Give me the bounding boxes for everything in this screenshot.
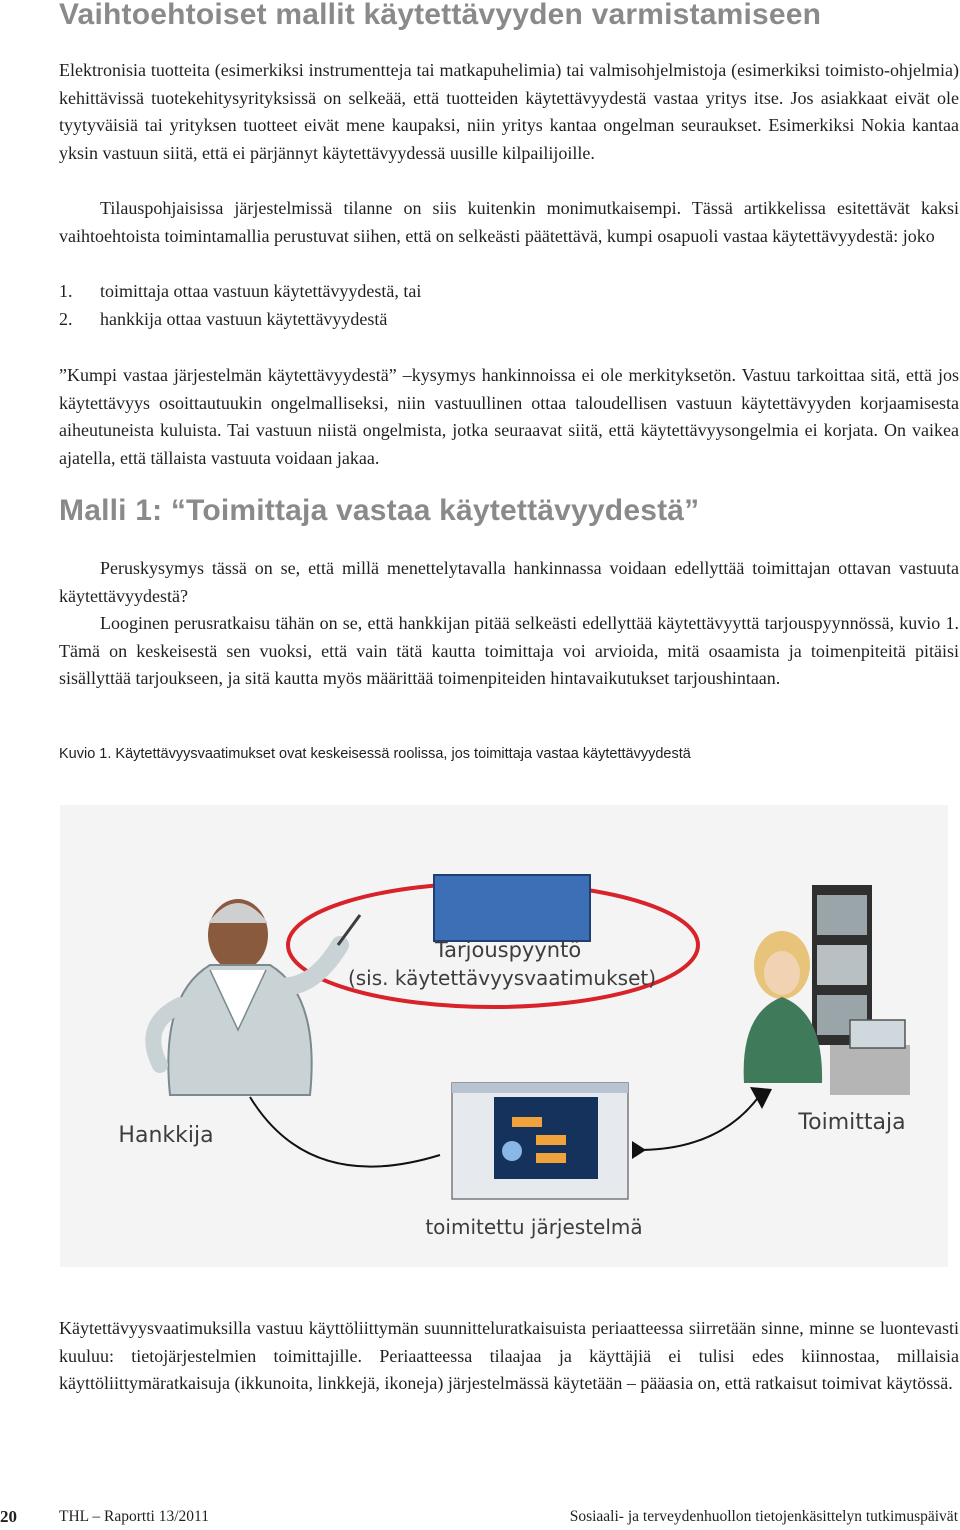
delivered-system-icon xyxy=(452,1083,628,1199)
paragraph-contracts: Tilauspohjaisissa järjestelmissä tilanne on siis kuitenkin monimutkaisempi. Tässä artikkelissa esitettävät kaksi vaihtoehtoista toimintamallia perustuvat siihen, että on selkeästi päätettävä, kumpi osapuoli vastaa käytettävyydestä: joko xyxy=(59,198,959,246)
list-text: toimittaja ottaa vastuun käytettävyydestä, tai xyxy=(100,281,422,301)
arrow-system-to-buyer xyxy=(250,1097,440,1167)
rfq-label-line2: (sis. käytettävyysvaatimukset) xyxy=(347,966,657,990)
model-heading: Malli 1: “Toimittaja vastaa käytettävyydestä” xyxy=(59,494,700,527)
figure-diagram xyxy=(60,805,948,1267)
list-number: 2. xyxy=(59,309,73,329)
list-item xyxy=(59,306,387,334)
list-text: hankkija ottaa vastuun käytettävyydestä xyxy=(100,309,388,329)
figure-caption: Kuvio 1. Käytettävyysvaatimukset ovat keskeisessä roolissa, jos toimittaja vastaa käytettävyydestä xyxy=(59,746,691,762)
paragraph-basic-question: Peruskysymys tässä on se, että millä menettelytavalla hankinnassa voidaan edellyttää toimittajan ottavan vastuuta käytettävyydestä? xyxy=(59,558,959,606)
section-heading: Vaihtoehtoiset mallit käytettävyyden varmistamiseen xyxy=(59,0,822,31)
rfq-label-line1: Tarjouspyyntö xyxy=(434,938,582,962)
arrowhead-system xyxy=(632,1141,646,1159)
list-number: 1. xyxy=(59,281,73,301)
supplier-illustration-icon xyxy=(744,885,910,1095)
footer-publication: THL – Raportti 13/2011 xyxy=(59,1508,209,1525)
list-item xyxy=(59,278,421,306)
footer-event: Sosiaali- ja terveydenhuollon tietojenkäsittelyn tutkimuspäivät xyxy=(569,1508,958,1525)
paragraph-intro: Elektronisia tuotteita (esimerkiksi instrumentteja tai matkapuhelimia) tai valmisohjelmistoja (esimerkiksi toimisto-ohjelmia) kehittävissä tuotekehitysyrityksissä on selkeää, että tuotteiden käytettävyydestä vastaa yritys itse. Jos asiakkaat eivät ole tyytyväisiä tai yrityksen tuotteet eivät mene kaupaksi, niin yritys kantaa ongelman seuraukset. Esimerkiksi Nokia kantaa yksin vastuun siitä, että ei pärjännyt käytettävyydessä uusille kilpailijoille. xyxy=(59,60,959,163)
arrowhead-supplier xyxy=(750,1087,772,1109)
supplier-label: Toimittaja xyxy=(798,1110,906,1135)
buyer-illustration-icon xyxy=(153,899,360,1095)
page-number: 20 xyxy=(0,1507,17,1526)
paragraph-solution: Looginen perusratkaisu tähän on se, että hankkijan pitää selkeästi edellyttää käytettävyyttä tarjouspyynnössä, kuvio 1. Tämä on keskeisestä sen vuoksi, että vain tätä kautta toimittaja voi arvioida, mitä osaamista ja toimenpiteitä pitäisi sisällyttää tarjoukseen, ja sitä kautta myös määrittää toimenpiteiden hintavaikutukset tarjoushintaan. xyxy=(59,613,959,688)
rfq-document-box xyxy=(434,875,590,941)
arrow-supplier-to-system xyxy=(638,1095,760,1150)
paragraph-requirements: Käytettävyysvaatimuksilla vastuu käyttöliittymän suunnitteluratkaisuista periaatteessa siirretään sinne, minne se luontevasti kuuluu: tietojärjestelmien toimittajille. Periaatteessa tilaajaa ja käyttäjiä ei tulisi edes kiinnostaa, millaisia käyttöliittymäratkaisuja (ikkunoita, linkkejä, ikoneja) järjestelmässä käytetään – pääasia on, että ratkaisut toimivat käytössä. xyxy=(59,1318,959,1393)
paragraph-responsibility: ”Kumpi vastaa järjestelmän käytettävyydestä” –kysymys hankinnoissa ei ole merkityksetön. Vastuu tarkoittaa sitä, että jos käytettävyys osoittautuukin ongelmalliseksi, niin vastuullinen ottaa taloudellisen vastuun käytettävyyden korjaamisesta aiheutuneista kuluista. Tai vastuun niistä ongelmista, jotka seuraavat siitä, että käytettävyysongelmia ei korjata. On vaikea ajatella, että tällaista vastuuta voidaan jakaa. xyxy=(59,365,959,468)
system-label: toimitettu järjestelmä xyxy=(425,1215,643,1239)
buyer-label: Hankkija xyxy=(118,1123,214,1148)
